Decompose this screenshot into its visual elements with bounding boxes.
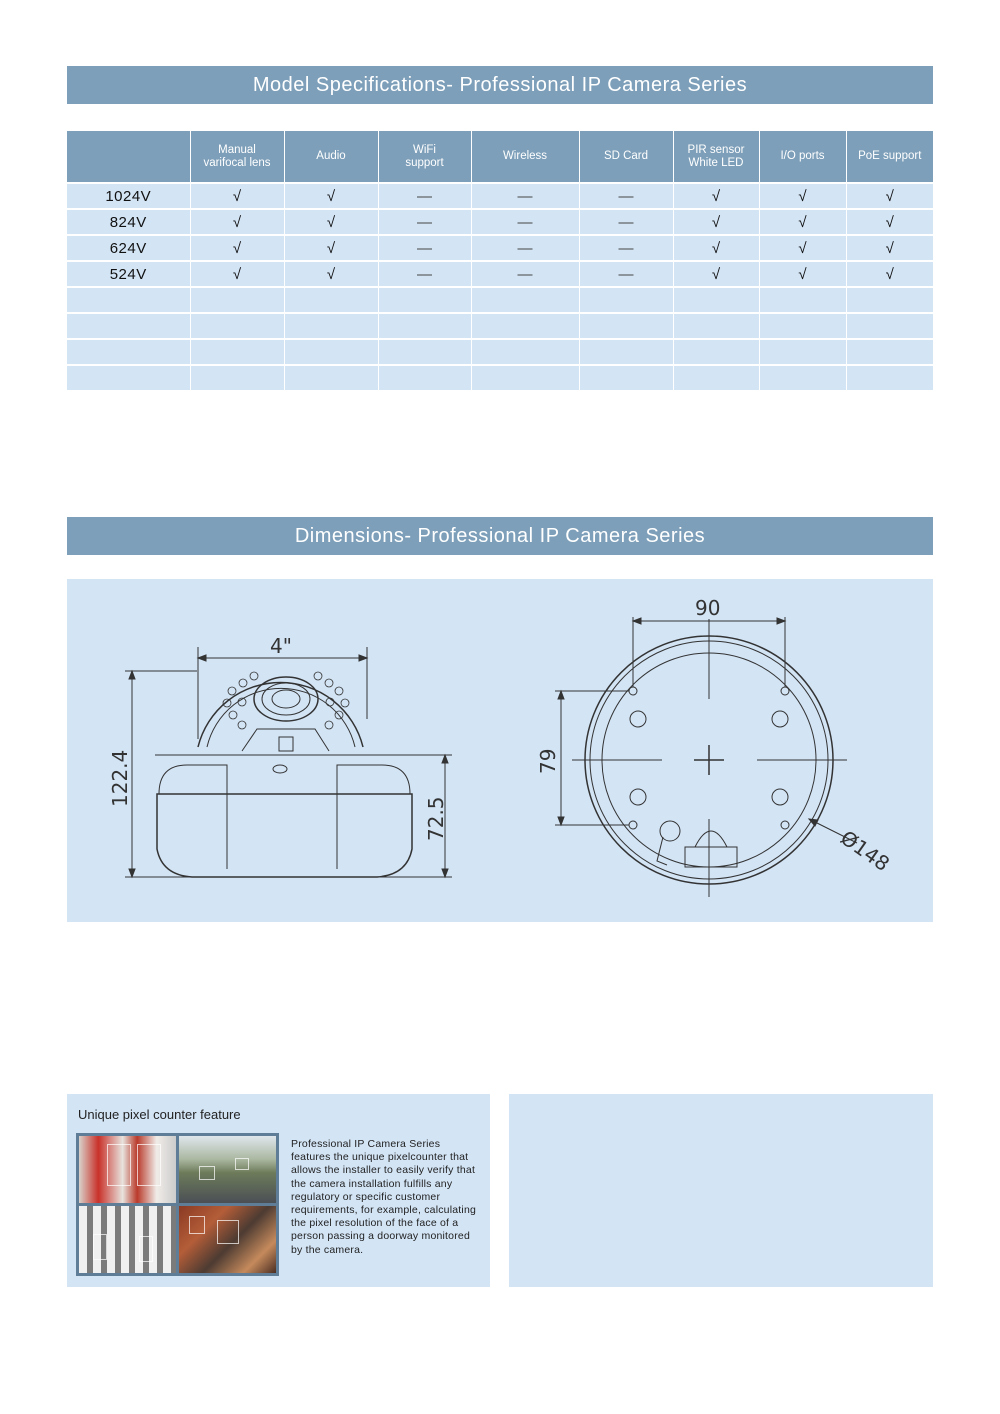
table-row [67,339,933,365]
column-header: I/O ports [759,131,846,183]
feature-cell [471,287,579,313]
hole-spacing-y-label: 79 [536,748,560,774]
feature-cell [759,365,846,390]
feature-cell [673,313,759,339]
feature-cell [284,339,378,365]
top-view-drawing [555,617,857,897]
side-width-label: 4" [270,634,292,658]
column-header: PoE support [846,131,933,183]
column-header: Wireless [471,131,579,183]
feature-cell: √ [759,235,846,261]
feature-cell: √ [846,209,933,235]
table-row [67,183,933,209]
feature-cell [579,287,673,313]
feature-cell: — [471,183,579,209]
base-height-label: 72.5 [424,796,448,841]
feature-cell [190,365,284,390]
feature-cell: — [378,235,471,261]
feature-cell [284,365,378,390]
feature-cell: √ [673,209,759,235]
photo-pedestrian-crossing [79,1206,176,1273]
pixel-counter-description: Professional IP Camera Series features the unique pixelcounter that allows the installer to easily verify that the camera installation fulfills any regulatory or specific customer requirements, for example, calculating the pixel resolution of the face of a person passing a doorway monitored by the camera. [291,1138,477,1256]
model-cell [67,339,190,365]
feature-cell [378,287,471,313]
feature-cell [190,339,284,365]
pixel-counter-panel [67,1094,490,1287]
feature-cell [378,313,471,339]
feature-cell: — [471,235,579,261]
model-cell [67,287,190,313]
feature-cell: — [378,183,471,209]
table-row [67,313,933,339]
feature-cell [673,339,759,365]
feature-cell [579,313,673,339]
feature-cell: √ [284,183,378,209]
column-header: SD Card [579,131,673,183]
pixel-counter-photos [76,1133,279,1276]
feature-cell [378,339,471,365]
feature-cell: √ [846,235,933,261]
feature-cell: — [378,209,471,235]
column-header: PIR sensor White LED [673,131,759,183]
model-cell: 1024V [67,183,190,209]
table-row [67,261,933,287]
model-cell: 624V [67,235,190,261]
feature-cell: — [378,261,471,287]
side-height-label: 122.4 [108,749,132,807]
feature-cell: √ [284,261,378,287]
pixel-counter-title: Unique pixel counter feature [78,1107,241,1122]
column-header: Audio [284,131,378,183]
model-cell: 824V [67,209,190,235]
feature-cell: — [471,261,579,287]
photo-crowd-faces [179,1206,276,1273]
feature-cell [846,365,933,390]
feature-cell [471,339,579,365]
column-header [67,131,190,183]
spec-section-title: Model Specifications- Professional IP Camera Series [67,66,933,104]
model-cell: 524V [67,261,190,287]
feature-cell [759,287,846,313]
feature-cell: √ [673,261,759,287]
feature-cell [579,339,673,365]
column-header: Manual varifocal lens [190,131,284,183]
dimensions-panel [67,579,933,922]
feature-cell [759,339,846,365]
table-row [67,209,933,235]
blank-panel [509,1094,933,1287]
feature-cell [846,339,933,365]
spec-table-header [67,131,933,183]
table-row [67,287,933,313]
feature-cell [579,365,673,390]
photo-highway-traffic [179,1136,276,1203]
feature-cell [471,313,579,339]
feature-cell [378,365,471,390]
feature-cell: √ [846,183,933,209]
feature-cell: — [579,235,673,261]
feature-cell [471,365,579,390]
feature-cell [673,287,759,313]
feature-cell [759,313,846,339]
feature-cell: √ [284,209,378,235]
feature-cell: √ [284,235,378,261]
feature-cell: — [471,209,579,235]
feature-cell: — [579,261,673,287]
feature-cell [190,287,284,313]
dimension-drawing [67,579,933,922]
feature-cell [673,365,759,390]
model-cell [67,313,190,339]
feature-cell: √ [759,183,846,209]
spec-table [67,131,933,390]
feature-cell [284,313,378,339]
model-cell [67,365,190,390]
feature-cell [190,313,284,339]
feature-cell: √ [190,261,284,287]
dimensions-section-title: Dimensions- Professional IP Camera Series [67,517,933,555]
side-view-drawing [125,647,452,877]
feature-cell: — [579,183,673,209]
table-row [67,365,933,390]
diameter-label: Ø148 [836,825,895,877]
feature-cell [846,287,933,313]
feature-cell: √ [673,235,759,261]
hole-spacing-x-label: 90 [695,596,721,620]
feature-cell: √ [190,235,284,261]
feature-cell: √ [759,209,846,235]
feature-cell [846,313,933,339]
feature-cell: √ [846,261,933,287]
feature-cell: √ [759,261,846,287]
feature-cell: √ [673,183,759,209]
column-header: WiFi support [378,131,471,183]
feature-cell [284,287,378,313]
photo-mall-shoppers [79,1136,176,1203]
feature-cell: √ [190,183,284,209]
feature-cell: — [579,209,673,235]
table-row [67,235,933,261]
feature-cell: √ [190,209,284,235]
